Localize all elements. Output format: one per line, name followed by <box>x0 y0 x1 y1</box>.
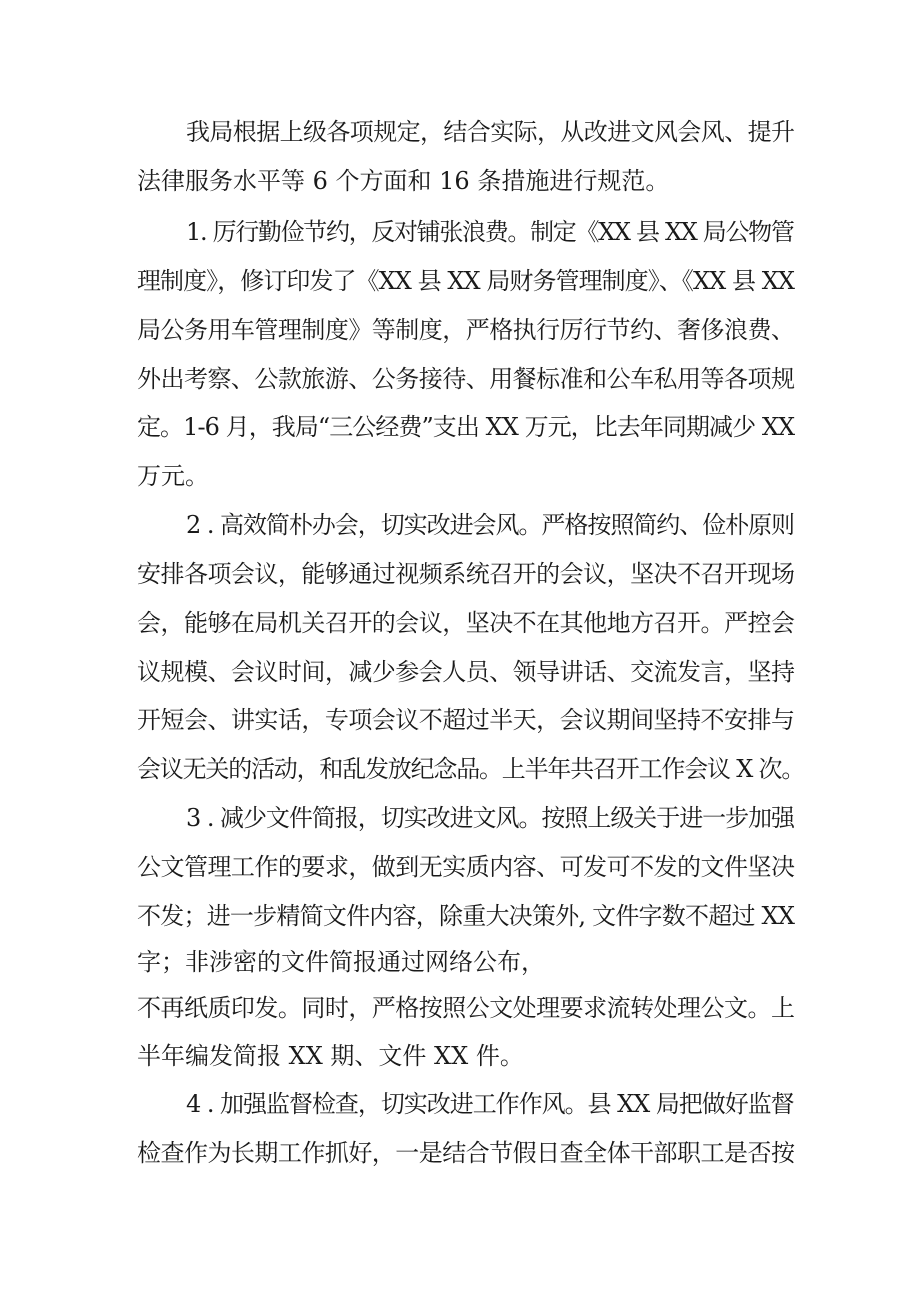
item-3-line-3: 不发；进一步精简文件内容，除重大决策外, 文件字数不超过 XX <box>137 902 795 930</box>
item-2-line-1: 2 . 高效简朴办会，切实改进会风。严格按照简约、俭朴原则 <box>186 511 794 539</box>
item-3-line-5: 不再纸质印发。同时，严格按照公文处理要求流转处理公文。上 <box>137 994 795 1022</box>
item-3-line-2: 公文管理工作的要求，做到无实质内容、可发可不发的文件坚决 <box>137 853 795 881</box>
intro-line-1: 我局根据上级各项规定，结合实际，从改进文风会风、提升 <box>186 118 795 146</box>
item-1-line-3: 局公务用车管理制度》等制度，严格执行厉行节约、奢侈浪费、 <box>137 316 795 344</box>
item-4-line-1: 4 . 加强监督检查，切实改进工作作风。县 XX 局把做好监督 <box>186 1090 794 1118</box>
item-4-line-2: 检查作为长期工作抓好，一是结合节假日查全体干部职工是否按 <box>137 1139 795 1167</box>
item-1-line-1: 1. 厉行勤俭节约，反对铺张浪费。制定《XX 县 XX 局公物管 <box>186 218 794 246</box>
item-3-line-1: 3 . 减少文件简报，切实改进文风。按照上级关于进一步加强 <box>186 804 794 832</box>
intro-line-2: 法律服务水平等 6 个方面和 16 条措施进行规范。 <box>137 167 670 195</box>
item-1-line-6: 万元。 <box>137 462 209 490</box>
item-1-line-5: 定。1-6 月，我局“三公经费”支出 XX 万元，比去年同期减少 XX <box>137 413 795 441</box>
item-2-line-6: 会议无关的活动，和乱发放纪念品。上半年共召开工作会议 X 次。 <box>137 755 805 783</box>
item-2-line-5: 开短会、讲实话，专项会议不超过半天，会议期间坚持不安排与 <box>137 706 795 734</box>
item-1-line-4: 外出考察、公款旅游、公务接待、用餐标准和公车私用等各项规 <box>137 365 795 393</box>
item-1-line-2: 理制度》，修订印发了《XX 县 XX 局财务管理制度》、《XX 县 XX <box>137 267 794 295</box>
item-2-line-4: 议规模、会议时间，减少参会人员、领导讲话、交流发言，坚持 <box>137 658 795 686</box>
item-3-line-4: 字；非涉密的文件简报通过网络公布， <box>137 948 545 976</box>
item-2-line-3: 会，能够在局机关召开的会议，坚决不在其他地方召开。严控会 <box>137 609 795 637</box>
item-2-line-2: 安排各项会议，能够通过视频系统召开的会议，坚决不召开现场 <box>137 560 795 588</box>
item-3-line-6: 半年编发简报 XX 期、文件 XX 件。 <box>137 1042 524 1070</box>
